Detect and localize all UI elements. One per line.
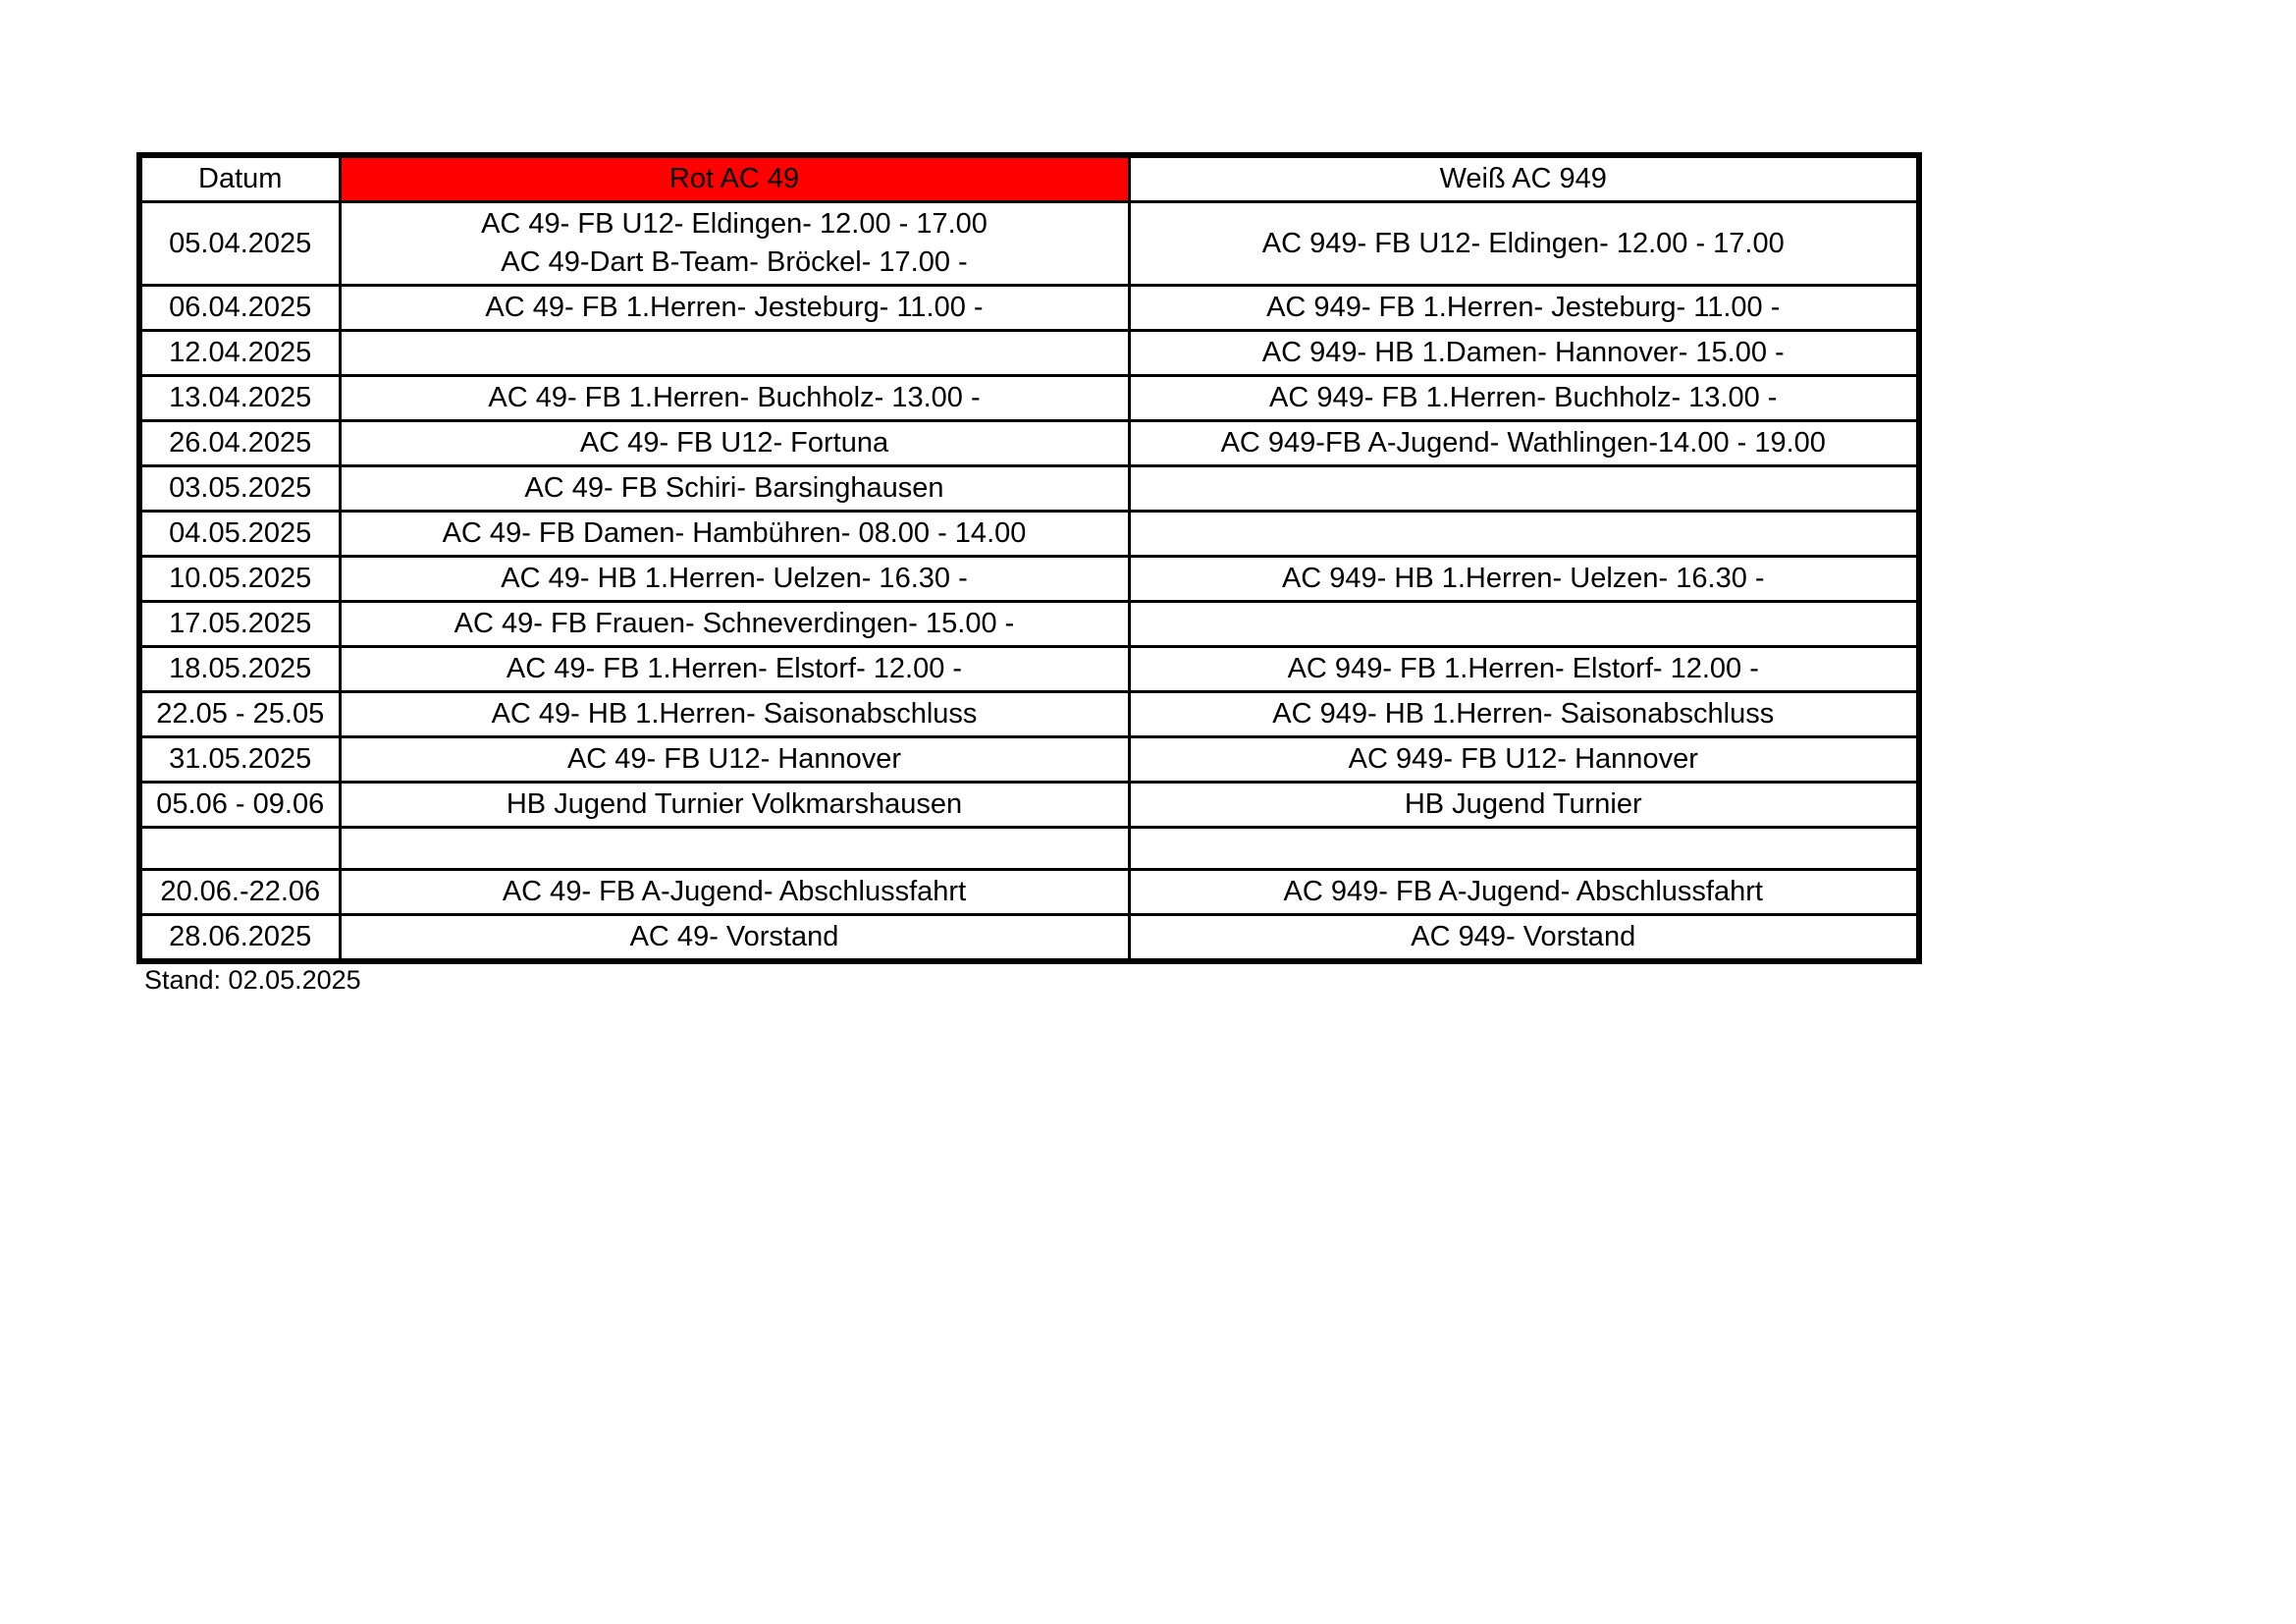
event-entry: AC 949- Vorstand [1411, 921, 1636, 952]
table-row [139, 202, 1919, 286]
table-row [139, 915, 1919, 962]
cell-rot [340, 376, 1129, 421]
cell-date: 05.04.2025 [139, 202, 340, 286]
cell-weiss [1129, 286, 1919, 331]
cell-weiss [1129, 331, 1919, 376]
cell-rot [340, 783, 1129, 828]
event-entry: AC 49- Vorstand [629, 921, 839, 952]
cell-rot [340, 915, 1129, 962]
event-entry: AC 949- FB A-Jugend- Abschlussfahrt [1283, 876, 1763, 907]
table-row [139, 421, 1919, 466]
cell-weiss [1129, 828, 1919, 870]
cell-date: 10.05.2025 [139, 557, 340, 602]
event-entry: AC 49- HB 1.Herren- Saisonabschluss [491, 698, 978, 730]
event-entry: AC 949- HB 1.Damen- Hannover- 15.00 - [1261, 337, 1785, 368]
event-entry: HB Jugend Turnier [1404, 788, 1642, 820]
table-row [139, 557, 1919, 602]
event-entry: AC 949- FB U12- Hannover [1348, 743, 1698, 775]
cell-weiss [1129, 692, 1919, 737]
table-row [139, 828, 1919, 870]
event-entry: AC 49- FB Frauen- Schneverdingen- 15.00 - [454, 608, 1015, 639]
event-entry: AC 949- FB U12- Eldingen- 12.00 - 17.00 [1261, 227, 1785, 259]
cell-rot [340, 647, 1129, 692]
table-row [139, 737, 1919, 783]
cell-rot [340, 202, 1129, 286]
table-row [139, 331, 1919, 376]
table-row [139, 602, 1919, 647]
header-rot: Rot AC 49 [340, 155, 1129, 202]
event-entry: AC 49- FB Schiri- Barsinghausen [524, 472, 944, 504]
header-weiss: Weiß AC 949 [1129, 155, 1919, 202]
cell-date: 18.05.2025 [139, 647, 340, 692]
table-row [139, 783, 1919, 828]
table-row [139, 376, 1919, 421]
cell-rot [340, 512, 1129, 557]
table-row [139, 466, 1919, 512]
cell-weiss [1129, 915, 1919, 962]
event-entry: AC 949- FB 1.Herren- Buchholz- 13.00 - [1269, 382, 1778, 413]
cell-rot [340, 737, 1129, 783]
event-entry: AC 49- FB A-Jugend- Abschlussfahrt [502, 876, 967, 907]
event-entry: AC 949-FB A-Jugend- Wathlingen-14.00 - 19.00 [1220, 427, 1826, 459]
cell-weiss [1129, 202, 1919, 286]
event-entry: AC 949- HB 1.Herren- Saisonabschluss [1272, 698, 1775, 730]
cell-date: 13.04.2025 [139, 376, 340, 421]
cell-date [139, 828, 340, 870]
cell-rot [340, 692, 1129, 737]
cell-rot [340, 828, 1129, 870]
cell-weiss [1129, 783, 1919, 828]
cell-weiss [1129, 647, 1919, 692]
cell-weiss [1129, 602, 1919, 647]
cell-weiss [1129, 466, 1919, 512]
header-row [139, 155, 1919, 202]
event-entry: AC 49- FB U12- Fortuna [579, 427, 889, 459]
event-entry: AC 949- HB 1.Herren- Uelzen- 16.30 - [1281, 563, 1765, 594]
cell-rot [340, 557, 1129, 602]
header-datum: Datum [139, 155, 340, 202]
cell-date: 17.05.2025 [139, 602, 340, 647]
event-entry: AC 49- FB U12- Eldingen- 12.00 - 17.00 [481, 208, 988, 240]
cell-rot [340, 602, 1129, 647]
cell-rot [340, 466, 1129, 512]
cell-weiss [1129, 737, 1919, 783]
table-row [139, 512, 1919, 557]
event-entry: HB Jugend Turnier Volkmarshausen [506, 788, 963, 820]
schedule-table [136, 152, 1922, 964]
cell-weiss [1129, 870, 1919, 915]
event-entry: AC 49- FB 1.Herren- Jesteburg- 11.00 - [485, 292, 984, 323]
event-entry: AC 49-Dart B-Team- Bröckel- 17.00 - [501, 246, 968, 278]
cell-date: 05.06 - 09.06 [139, 783, 340, 828]
event-entry: AC 49- FB 1.Herren- Buchholz- 13.00 - [488, 382, 981, 413]
cell-date: 28.06.2025 [139, 915, 340, 962]
event-entry: AC 49- FB U12- Hannover [566, 743, 902, 775]
table-row [139, 647, 1919, 692]
cell-rot [340, 331, 1129, 376]
schedule-body [139, 202, 1919, 962]
event-entry: AC 49- HB 1.Herren- Uelzen- 16.30 - [501, 563, 968, 594]
cell-date: 20.06.-22.06 [139, 870, 340, 915]
cell-weiss [1129, 557, 1919, 602]
cell-weiss [1129, 421, 1919, 466]
cell-date: 31.05.2025 [139, 737, 340, 783]
cell-rot [340, 286, 1129, 331]
table-row [139, 286, 1919, 331]
cell-weiss [1129, 376, 1919, 421]
cell-date: 06.04.2025 [139, 286, 340, 331]
cell-rot [340, 421, 1129, 466]
cell-date: 26.04.2025 [139, 421, 340, 466]
event-entry: AC 949- FB 1.Herren- Jesteburg- 11.00 - [1266, 292, 1781, 323]
cell-weiss [1129, 512, 1919, 557]
cell-rot [340, 870, 1129, 915]
stand-date: Stand: 02.05.2025 [144, 965, 361, 995]
event-entry: AC 49- FB 1.Herren- Elstorf- 12.00 - [506, 653, 963, 684]
cell-date: 03.05.2025 [139, 466, 340, 512]
cell-date: 04.05.2025 [139, 512, 340, 557]
table-row [139, 870, 1919, 915]
table-row [139, 692, 1919, 737]
cell-date: 12.04.2025 [139, 331, 340, 376]
event-entry: AC 49- FB Damen- Hambühren- 08.00 - 14.00 [442, 517, 1027, 549]
event-entry: AC 949- FB 1.Herren- Elstorf- 12.00 - [1287, 653, 1759, 684]
cell-date: 22.05 - 25.05 [139, 692, 340, 737]
